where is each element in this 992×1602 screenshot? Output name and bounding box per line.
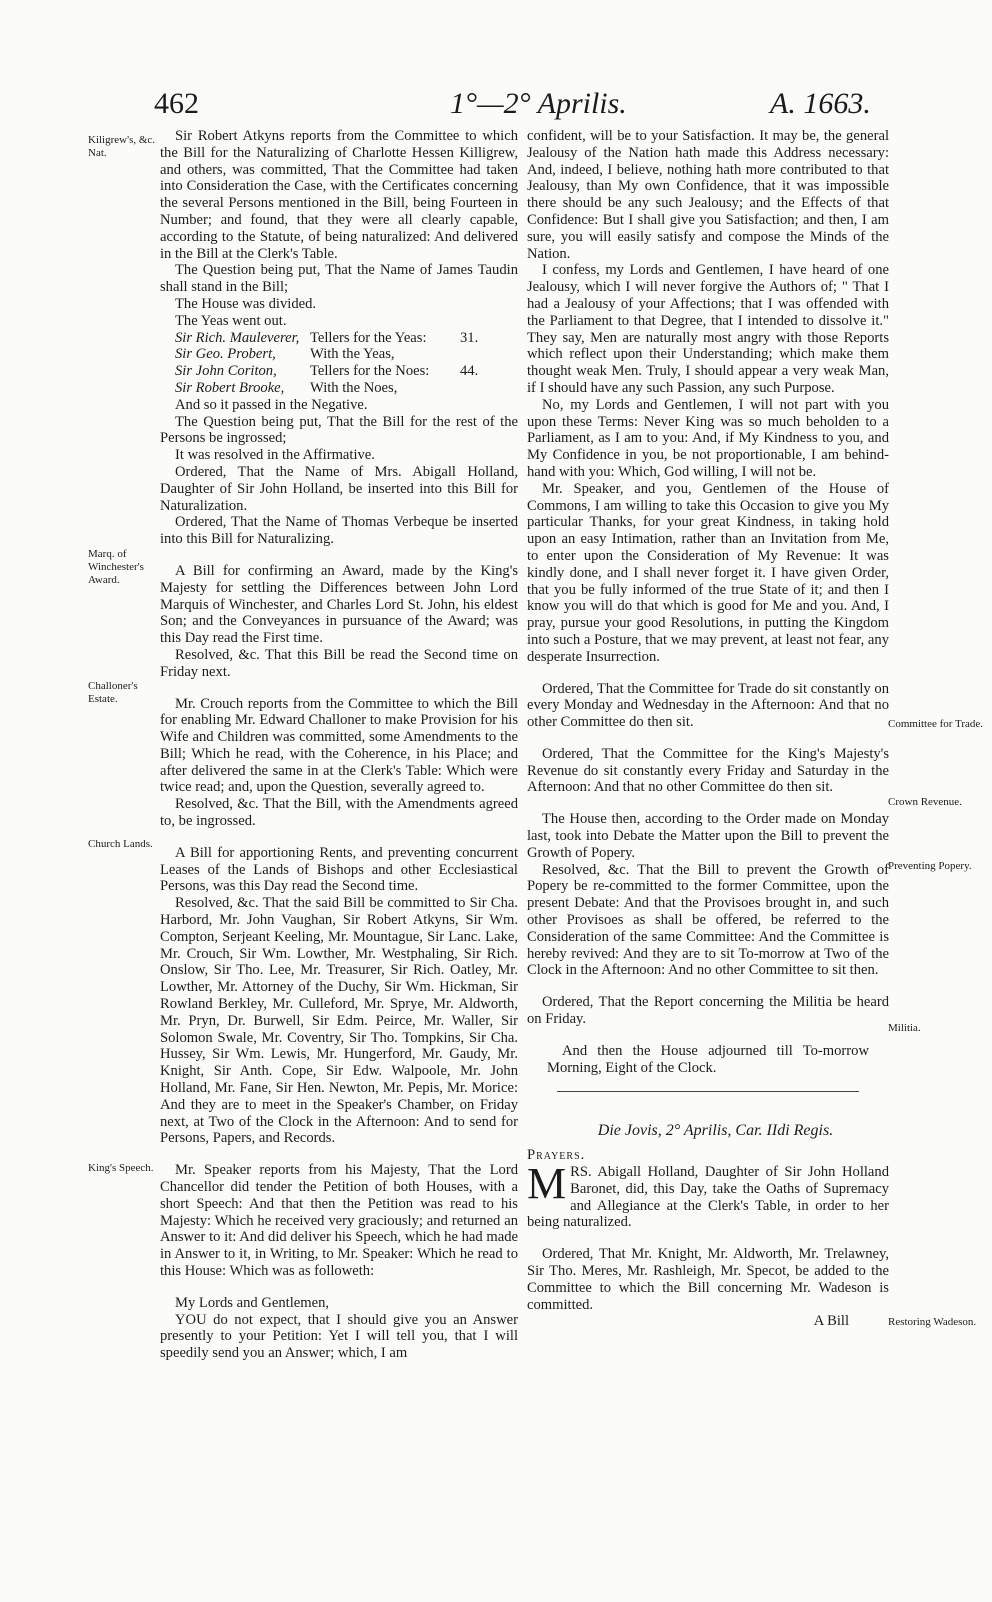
paragraph: Ordered, That the Committee for Trade do sit constantly on every Monday and Wednesday in the Afternoon: And that no other Committee do then sit. (527, 680, 889, 731)
speech-salutation: My Lords and Gentlemen, (175, 1294, 330, 1311)
paragraph: The Question being put, That the Name of James Taudin shall stand in the Bill; (160, 262, 518, 296)
paragraph: confident, will be to your Satisfaction. It may be, the general Jealousy of the Nation hath made this Address necessary: And, indeed, I believe, nothing hath more contributed to that Jealousy, than My own Confidence, that it was impossible there should be any such Jealousy; and the Effects of that Confidence: But I shall give you Satisfaction; and then, I am sure, you will easily satisfy and compose the Minds of the Nation. (527, 128, 889, 262)
teller-name: Sir John Coriton, (175, 363, 277, 380)
margin-note: Church Lands. (88, 838, 153, 850)
teller-row (160, 346, 518, 363)
margin-note: Challoner's Estate. (88, 680, 138, 705)
paragraph: The Question being put, That the Bill for the rest of the Persons be ingrossed; (160, 413, 518, 447)
paragraph: And so it passed in the Negative. (175, 396, 368, 413)
prayers-label: Prayers. (527, 1147, 586, 1164)
paragraph: Resolved, &c. That this Bill be read the Second time on Friday next. (160, 646, 518, 680)
paragraph: Ordered, That Mr. Knight, Mr. Aldworth, Mr. Trelawney, Sir Tho. Meres, Mr. Rashleigh, Mr. Specot, be added to the Committee to which the Bill concerning Mr. Wadeson is committed. (527, 1246, 889, 1313)
margin-note: Committee for Trade. (888, 718, 984, 730)
paragraph: Resolved, &c. That the said Bill be committed to Sir Cha. Harbord, Mr. John Vaughan, Sir Robert Atkyns, Sir Wm. Compton, Serjeant Keeling, Mr. Mountague, Sir Lanc. Lake, Mr. Crouch, Sir Wm. Lowther, Mr. Westphaling, Sir Rich. Onslow, Sir Tho. Lee, Mr. Treasurer, Sir Rich. Oatley, Mr. Lowther, Mr. Attorney of the Duchy, Sir Wm. Hickman, Sir Rowland Berkley, Mr. Culleford, Mr. Sprye, Mr. Aldworth, Mr. Pryn, Dr. Burwell, Sir Edm. Peirce, Mr. Waller, Sir Solomon Swale, Mr. Coventry, Sir Tho. Tompkins, Sir Cha. Hussey, Sir Wm. Lewis, Mr. Hungerford, Mr. Gaudy, Mr. Knight, Sir Anth. Cope, Sir Edw. Walpoole, Mr. John Holland, Mr. Fane, Sir Hen. Newton, Mr. Pepis, Mr. Morice: And they are to meet in the Speaker's Chamber, on Friday next, at Two of the Clock in the Afternoon: And to send for Persons, Papers, and Records. (160, 895, 518, 1147)
drop-cap: M (527, 1159, 567, 1209)
teller-row (160, 380, 518, 397)
margin-note: Marq. of Winchester's Award. (88, 548, 144, 586)
paragraph: Ordered, That the Committee for the King's Majesty's Revenue do sit constantly every Friday and Saturday in the Afternoon: And that no other Committee do then sit. (527, 745, 889, 796)
page-number: 462 (154, 87, 199, 120)
paragraph: The House was divided. (175, 295, 317, 312)
margin-note: Restoring Wadeson. (888, 1316, 977, 1328)
margin-note: Kiligrew's, &c. Nat. (88, 134, 156, 159)
paragraph: Ordered, That the Name of Mrs. Abigall Holland, Daughter of Sir John Holland, be inserted into this Bill for Naturalization. (160, 463, 518, 514)
paragraph-text: RS. Abigall Holland, Daughter of Sir John Holland Baronet, did, this Day, take the Oaths of Supremacy and Allegiance at the Clerk's Table, in order to her being naturalized. (527, 1164, 889, 1231)
paragraph: Mr. Speaker reports from his Majesty, That the Lord Chancellor did tender the Petition of both Houses, with a short Speech: And that then the Petition was read to his Majesty: Which he received very graciously; and returned an Answer to it: And did deliver his Speech, which he had made in Answer to it, in Writing, to Mr. Speaker: Which he read to this House: Which was as followeth: (160, 1162, 518, 1279)
paragraph: Resolved, &c. That the Bill, with the Amendments agreed to, be ingrossed. (160, 796, 518, 830)
paragraph: It was resolved in the Affirmative. (175, 447, 375, 464)
teller-row (160, 330, 518, 347)
teller-role: With the Yeas, (310, 346, 395, 363)
left-column (160, 128, 518, 1362)
teller-count (460, 380, 500, 397)
paragraph: Ordered, That the Report concerning the Militia be heard on Friday. (527, 994, 889, 1028)
catchword: A Bill (813, 1313, 849, 1330)
paragraph: Sir Robert Atkyns reports from the Committee to which the Bill for the Naturalizing of Charlotte Hessen Killigrew, and others, was committed, That the Committee had taken into Consideration the Case, with the Certificates concerning the several Persons mentioned in the Bill, being Fourteen in Number; and found, that they were all clearly capable, according to the Statute, of being naturalized: And delivered in the Bill at the Clerk's Table. (160, 128, 518, 262)
paragraph: Resolved, &c. That the Bill to prevent the Growth of Popery be re-committed to the former Committee, upon the present Debate: And that the Provisoes brought in, and such other Provisoes as shall be offered, be referred to the Consideration of the same Committee: And the Committee is hereby revived: And they are to sit To-morrow at Two of the Clock in the Afternoon: And no other Committee to sit then. (527, 861, 889, 979)
day-heading: Die Jovis, 2° Aprilis, Car. IIdi Regis. (597, 1122, 834, 1140)
margin-note: Militia. (888, 1022, 921, 1034)
paragraph: A Bill for apportioning Rents, and preventing concurrent Leases of the Lands of Bishops and other Ecclesiastical Persons, was this Day read the Second time. (160, 844, 518, 895)
teller-count: 44. (460, 363, 479, 380)
paragraph: Mr. Crouch reports from the Committee to which the Bill for enabling Mr. Edward Challoner to make Provision for his Wife and Children was committed, some Amendments to the Bill; Which he read, with the Coherence, in his Place; and after delivered the same in at the Clerk's Table: Which were twice read; and, upon the Question, severally agreed to. (160, 695, 518, 796)
tellers-list (160, 330, 518, 397)
teller-name: Sir Rich. Mauleverer, (175, 329, 300, 346)
paragraph: The House then, according to the Order made on Monday last, took into Debate the Matter upon the Bill to prevent the Growth of Popery. (527, 811, 889, 861)
teller-role: Tellers for the Yeas: (310, 329, 427, 346)
teller-role: Tellers for the Noes: (310, 363, 430, 380)
teller-name: Sir Geo. Probert, (175, 346, 276, 363)
paragraph: The Yeas went out. (175, 312, 287, 329)
paragraph: A Bill for confirming an Award, made by the King's Majesty for settling the Differences between John Lord Marquis of Winchester, and Charles Lord St. John, his eldest Son; and the Conveyances in pursuance of the Award; was this Day read the First time. (160, 562, 518, 647)
right-column (527, 128, 889, 1330)
teller-row (160, 363, 518, 380)
adjournment: And then the House adjourned till To-morrow Morning, Eight of the Clock. (547, 1042, 869, 1076)
teller-count (460, 346, 500, 363)
paragraph: Ordered, That the Name of Thomas Verbeque be inserted into this Bill for Naturalizing. (160, 514, 518, 548)
teller-count: 31. (460, 329, 479, 346)
margin-note: Preventing Popery. (888, 860, 972, 872)
page-year: A. 1663. (770, 87, 871, 120)
margin-note: King's Speech. (88, 1162, 154, 1174)
paragraph: I confess, my Lords and Gentlemen, I have heard of one Jealousy, which I will never forgive the Authors of; " That I had a Jealousy of your Affections; that I was offended with the Parliament to that Degree, that I intended to dissolve it." They say, Men are naturally most angry with those Reports which reflect upon their Understanding; which make them thought weak Men. Truly, I should appear a very weak Man, if I should have any such Passion, any such Purpose. (527, 262, 889, 396)
margin-note: Crown Revenue. (888, 796, 962, 808)
page-date-heading: 1°—2° Aprilis. (450, 87, 627, 120)
paragraph: YOU do not expect, that I should give you an Answer presently to your Petition: Yet I will tell you, that I will speedily send you an Answer; which, I am (160, 1311, 518, 1362)
teller-role: With the Noes, (310, 379, 398, 396)
paragraph: No, my Lords and Gentlemen, I will not part with you upon these Terms: Never King was so much beholden to a Parliament, as I am to you: And, if My Kindness to you, and My Confidence in you, be not proportionable, I am behind-hand with you: Which, God willing, I will not be. (527, 396, 889, 480)
teller-name: Sir Robert Brooke, (175, 379, 285, 396)
paragraph (527, 1159, 889, 1231)
paragraph: Mr. Speaker, and you, Gentlemen of the House of Commons, I am willing to take this Occasion to give you My particular Thanks, for your great Kindness, in taking hold upon an easy Intimation, rather than an Invitation from Me, to enter upon the Consideration of My Revenue: It was kindly done, and I shall never forget it. I have given Order, that you be fully informed of the true State of it; and then I know you will do that which is good for Me and you. And, I pray, pursue your good Resolutions, in putting the Kingdom into such a Posture, that we may prevent, at least not fear, any desperate Insurrection. (527, 480, 889, 665)
